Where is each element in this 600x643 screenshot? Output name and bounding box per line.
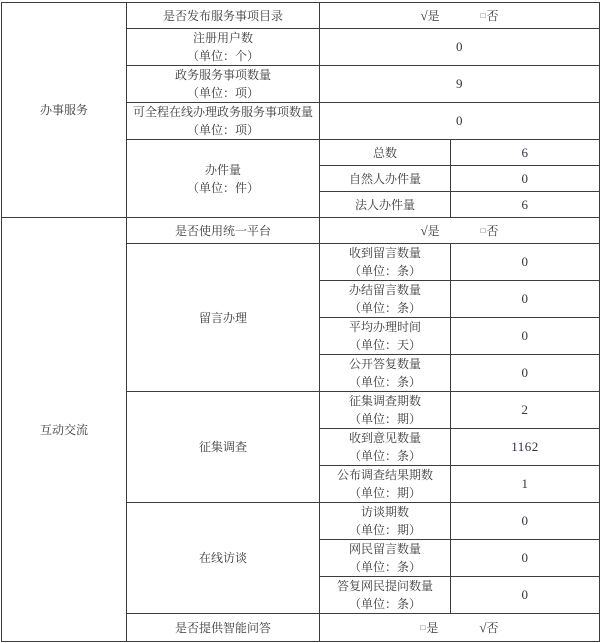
row-unit: （单位：项） [186,86,259,100]
row-label: 收到意见数量 [348,431,421,445]
checkbox-empty-icon: □ [420,622,426,632]
row-unit: （单位：期） [348,486,421,500]
check-mark-icon: √ [420,7,428,23]
group-label-cell-message-handling: 留言办理 [127,244,320,392]
value-cell-natural-person: 0 [451,166,600,192]
sublabel-cell-received [320,244,451,281]
yes-option[interactable] [421,222,440,240]
row-unit: （单位：条） [348,301,421,315]
label-cell-registered-users [127,29,320,66]
row-label: 网民留言数量 [348,542,421,556]
sublabel-cell-total: 总数 [320,140,451,166]
category-cell-hudong: 互动交流 [2,218,127,642]
row-label: 注册用户数 [192,31,253,45]
no-label: 否 [486,8,499,23]
value-cell-results-published: 1 [451,466,600,503]
sublabel-cell-survey-periods [320,392,451,429]
label-cell-unified-platform: 是否使用统一平台 [127,218,320,244]
value-cell-avg-time: 0 [451,318,600,355]
row-unit: （单位：条） [348,375,421,389]
sublabel-cell-interview-periods [320,503,451,540]
row-label: 公布调查结果期数 [336,468,433,482]
value-cell-survey-periods: 2 [451,392,600,429]
yes-no-options [402,222,518,240]
row-unit: （单位：条） [348,264,421,278]
row-unit: （单位：期） [348,412,421,426]
sublabel-cell-netizen-messages [320,540,451,577]
sublabel-cell-natural-person: 自然人办件量 [320,166,451,192]
check-mark-icon: √ [479,619,487,635]
no-option[interactable] [481,222,499,240]
yes-no-cell-smart-qa [320,614,600,642]
sublabel-cell-results-published [320,466,451,503]
row-unit: （单位：个） [186,49,259,63]
sublabel-cell-public-replies [320,355,451,392]
row-label: 政务服务事项数量 [174,68,271,82]
label-cell-online-items [127,103,320,140]
government-service-report-table [1,2,600,642]
yes-no-cell-catalog [320,3,600,29]
value-cell-completed: 0 [451,281,600,318]
value-cell-received: 0 [451,244,600,281]
table-row [2,218,600,244]
yes-no-cell-unified-platform [320,218,600,244]
row-label: 收到留言数量 [348,246,421,260]
yes-option[interactable] [421,7,440,25]
row-unit: （单位：条） [348,449,421,463]
yes-label: 是 [426,620,439,635]
group-label-cell-survey: 征集调查 [127,392,320,503]
value-cell-service-items: 9 [320,66,600,103]
yes-label: 是 [427,223,440,238]
value-cell-replies-to-netizens: 0 [451,577,600,614]
group-label-cell-volume [127,140,320,218]
sublabel-cell-opinions-received [320,429,451,466]
no-option[interactable] [481,7,499,25]
no-option[interactable] [479,619,498,637]
row-unit: （单位：项） [186,123,259,137]
checkbox-empty-icon: □ [480,225,486,235]
value-cell-netizen-messages: 0 [451,540,600,577]
row-label: 办结留言数量 [348,283,421,297]
table-row [2,3,600,29]
category-cell-banshi: 办事服务 [2,3,127,218]
row-label: 访谈期数 [360,505,409,519]
value-cell-registered-users: 0 [320,29,600,66]
check-mark-icon: √ [420,222,428,238]
row-label: 可全程在线办理政务服务事项数量 [132,105,313,119]
yes-no-options [402,619,518,637]
row-label: 公开答复数量 [348,357,421,371]
no-label: 否 [486,223,499,238]
row-label: 平均办理时间 [348,320,421,334]
sublabel-cell-avg-time [320,318,451,355]
label-cell-catalog: 是否发布服务事项目录 [127,3,320,29]
no-label: 否 [486,620,499,635]
row-unit: （单位：天） [348,338,421,352]
checkbox-empty-icon: □ [480,10,486,20]
group-label: 办件量 [204,162,241,177]
row-unit: （单位：期） [348,523,421,537]
group-label-cell-online-interview: 在线访谈 [127,503,320,614]
value-cell-total: 6 [451,140,600,166]
value-cell-online-items: 0 [320,103,600,140]
value-cell-public-replies: 0 [451,355,600,392]
yes-no-options [402,7,518,25]
value-cell-legal-person: 6 [451,192,600,218]
value-cell-opinions-received: 1162 [451,429,600,466]
label-cell-smart-qa: 是否提供智能问答 [127,614,320,642]
row-label: 征集调查期数 [348,394,421,408]
row-unit: （单位：条） [348,560,421,574]
yes-label: 是 [427,8,440,23]
value-cell-interview-periods: 0 [451,503,600,540]
row-unit: （单位：条） [348,597,421,611]
sublabel-cell-legal-person: 法人办件量 [320,192,451,218]
yes-option[interactable] [421,619,439,637]
row-label: 答复网民提问数量 [336,579,433,593]
group-unit: （单位：件） [186,180,259,195]
sublabel-cell-completed [320,281,451,318]
sublabel-cell-replies-to-netizens [320,577,451,614]
label-cell-service-items [127,66,320,103]
